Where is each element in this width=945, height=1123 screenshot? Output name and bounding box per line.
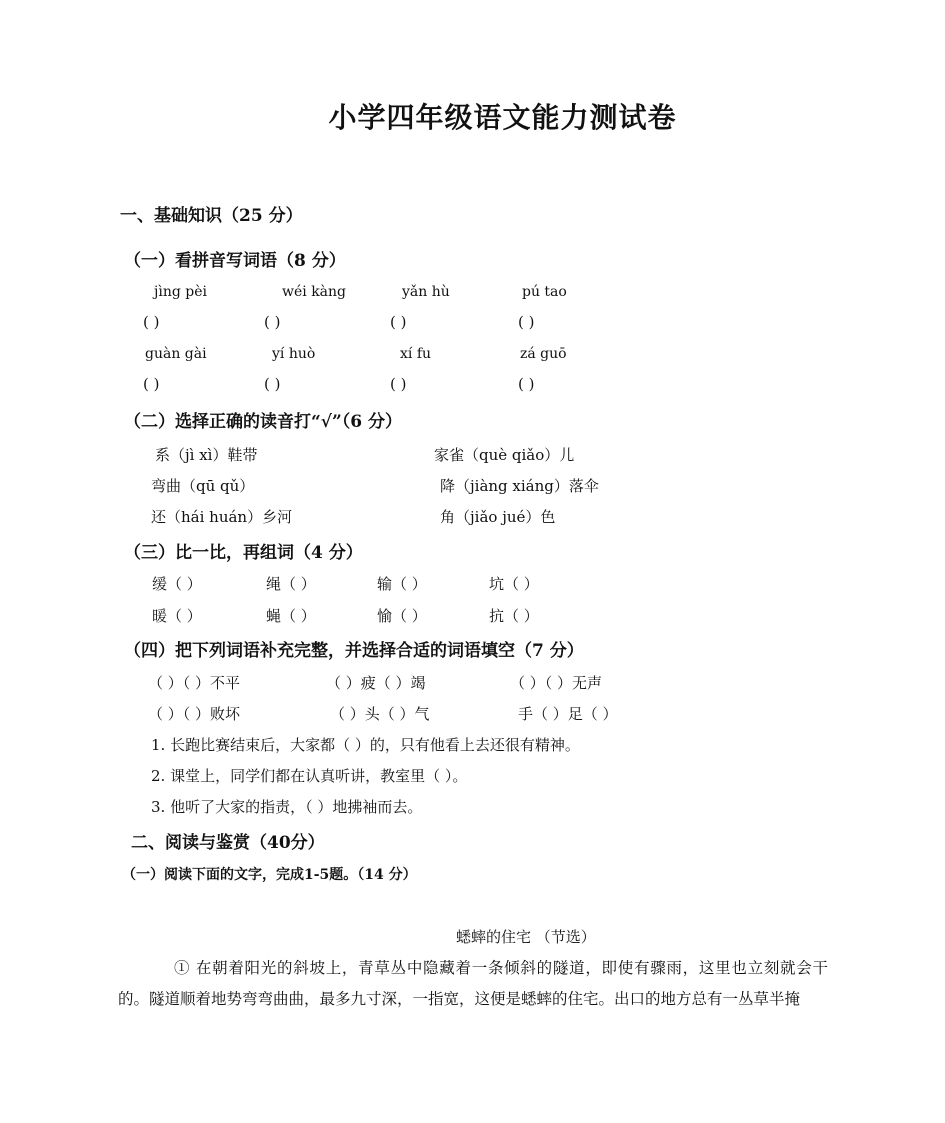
pinyin-item: xí fu xyxy=(400,346,432,362)
pinyin-item: yí huò xyxy=(272,346,316,362)
pronunciation-choice[interactable]: 角（jiǎo jué）色 xyxy=(440,508,556,526)
section-heading-basic-knowledge: 一、基础知识（25 分） xyxy=(120,206,303,226)
word-blank[interactable]: 输（ ） xyxy=(377,575,427,593)
article-paragraph: ① 在朝着阳光的斜坡上，青草丛中隐藏着一条倾斜的隧道，即使有骤雨，这里也立刻就会干的。隧道顺着地势弯弯曲曲，最多九寸深，一指宽，这便是蟋蟀的住宅。出口的地方总有一丛草半掩 xyxy=(118,959,828,1008)
word-blank[interactable]: 抗（ ） xyxy=(489,607,539,625)
answer-blank[interactable]: ( ) xyxy=(143,375,160,393)
pronunciation-choice[interactable]: 降（jiàng xiáng）落伞 xyxy=(440,477,599,495)
pronunciation-choice[interactable]: 还（hái huán）乡河 xyxy=(151,508,293,526)
fill-sentence[interactable]: 3. 他听了大家的指责，（ ）地拂袖而去。 xyxy=(151,798,423,816)
pinyin-item: jìng pèi xyxy=(154,284,207,300)
subsection-heading-compare: （三）比一比，再组词（4 分） xyxy=(124,543,363,563)
pinyin-item: guàn gài xyxy=(145,346,207,362)
word-blank[interactable]: 愉（ ） xyxy=(377,607,427,625)
fill-sentence[interactable]: 2. 课堂上，同学们都在认真听讲，教室里（ ）。 xyxy=(151,767,468,785)
word-blank[interactable]: 蝇（ ） xyxy=(266,607,316,625)
pronunciation-choice[interactable]: 弯曲（qū qǔ） xyxy=(151,477,255,495)
idiom-blank[interactable]: （ ）（ ）无声 xyxy=(510,674,603,692)
answer-blank[interactable]: ( ) xyxy=(264,313,281,331)
fill-sentence[interactable]: 1. 长跑比赛结束后，大家都（ ）的，只有他看上去还很有精神。 xyxy=(151,736,580,754)
subsection-heading-pronunciation: （二）选择正确的读音打“√”（6 分） xyxy=(124,412,402,432)
page-title: 小学四年级语文能力测试卷 xyxy=(328,101,677,134)
answer-blank[interactable]: ( ) xyxy=(264,375,281,393)
word-blank[interactable]: 坑（ ） xyxy=(489,575,539,593)
word-blank[interactable]: 暖（ ） xyxy=(152,607,202,625)
section-heading-reading: 二、阅读与鉴赏（40分） xyxy=(131,833,325,853)
subsection-heading-idioms: （四）把下列词语补充完整，并选择合适的词语填空（7 分） xyxy=(124,641,584,661)
answer-blank[interactable]: ( ) xyxy=(390,313,407,331)
pronunciation-choice[interactable]: 家雀（què qiǎo）儿 xyxy=(434,446,575,464)
pinyin-item: yǎn hù xyxy=(402,284,450,300)
idiom-blank[interactable]: 手（ ）足（ ） xyxy=(518,705,618,723)
word-blank[interactable]: 缓（ ） xyxy=(152,575,202,593)
idiom-blank[interactable]: （ ）头（ ）气 xyxy=(330,705,430,723)
pronunciation-choice[interactable]: 系（jì xì）鞋带 xyxy=(155,446,258,464)
answer-blank[interactable]: ( ) xyxy=(390,375,407,393)
idiom-blank[interactable]: （ ）疲（ ）竭 xyxy=(326,674,426,692)
answer-blank[interactable]: ( ) xyxy=(518,375,535,393)
article-title: 蟋蟀的住宅 （节选） xyxy=(456,928,596,946)
idiom-blank[interactable]: （ ）（ ）败坏 xyxy=(148,705,241,723)
subsection-heading-reading-task: （一）阅读下面的文字，完成1-5题。（14 分） xyxy=(122,867,417,883)
word-blank[interactable]: 绳（ ） xyxy=(266,575,316,593)
pinyin-item: zá guō xyxy=(520,346,567,362)
idiom-blank[interactable]: （ ）（ ）不平 xyxy=(148,674,241,692)
subsection-heading-pinyin: （一）看拼音写词语（8 分） xyxy=(124,251,346,271)
answer-blank[interactable]: ( ) xyxy=(518,313,535,331)
answer-blank[interactable]: ( ) xyxy=(143,313,160,331)
pinyin-item: pú tao xyxy=(522,284,567,300)
pinyin-item: wéi kàng xyxy=(282,284,347,300)
